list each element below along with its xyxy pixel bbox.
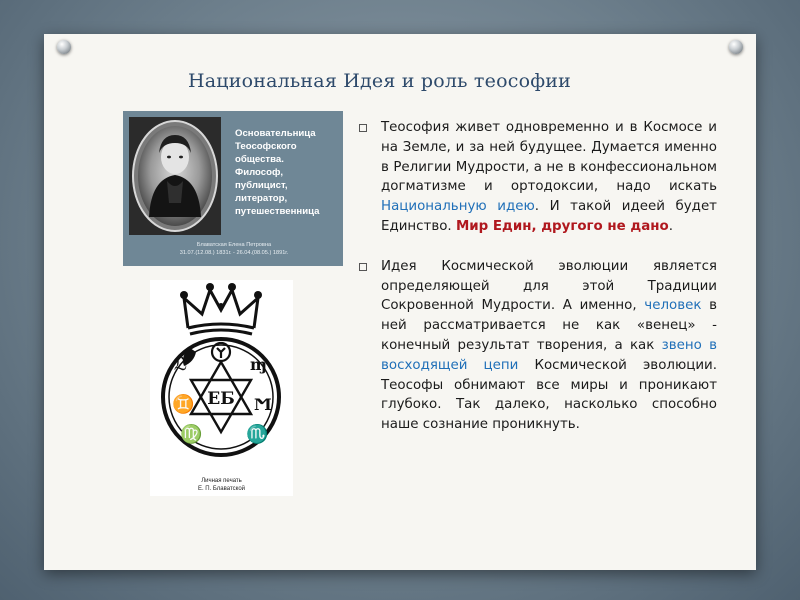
paragraph-1-part: . xyxy=(668,218,673,234)
svg-text:ЕБ: ЕБ xyxy=(207,389,235,409)
seal-label-line: Е. П. Блаватской xyxy=(197,486,246,492)
seal-label-line: Личная печать xyxy=(201,478,242,484)
paragraph-2-part: Космической эволюции. Теософы обнимают все миры и проникают глубоко xyxy=(381,357,717,413)
svg-text:♊: ♊ xyxy=(172,394,195,415)
svg-text:♏: ♏ xyxy=(246,424,269,445)
seal-emblem-icon xyxy=(150,280,293,475)
portrait-dates: 31.07.(12.08.) 1831г. - 26.04.(08.05.) 1891г. xyxy=(179,250,289,256)
square-bullet-icon xyxy=(359,263,367,271)
highlight-world-one: Мир Един, другого не дано xyxy=(455,218,669,234)
highlight-national-idea: Национальную идею xyxy=(381,199,535,215)
highlight-chain-link: звено в восходящей цепи xyxy=(381,337,717,373)
svg-text:Ϻ: Ϻ xyxy=(254,395,272,414)
svg-text:ℒ: ℒ xyxy=(174,354,187,375)
caption-line: Философ, xyxy=(235,167,284,178)
caption-line: публицист, xyxy=(235,180,288,191)
highlight-human: человек xyxy=(644,298,702,314)
paragraph-2-part: . Так далеко, насколько способно наше сознание проникнуть. xyxy=(381,397,717,433)
caption-line: Основательница xyxy=(235,128,316,139)
caption-line: литератор, xyxy=(235,193,288,204)
portrait-photo xyxy=(129,117,221,235)
paragraph-1-part: Думается именно в Религии Мудрости, а не в конфессиональном догматизме и ортодоксии, надо искать xyxy=(381,139,717,195)
paragraph-1-part: . И такой идеей будет Единство. xyxy=(381,199,717,234)
paragraph-2 xyxy=(381,257,717,435)
caption-line: Теософского xyxy=(235,141,297,152)
portrait-caption xyxy=(235,127,339,218)
seal-label xyxy=(150,477,293,493)
portrait-subcaption xyxy=(129,241,339,257)
portrait-name: Блаватская Елена Петровна xyxy=(196,242,272,248)
svg-text:ɱ: ɱ xyxy=(250,355,267,374)
caption-line: путешественница xyxy=(235,206,320,217)
paragraph-1 xyxy=(381,118,717,237)
portrait-image xyxy=(123,111,343,266)
body-text xyxy=(381,118,717,435)
seal-image xyxy=(150,280,293,496)
pushpin-icon xyxy=(729,40,743,54)
square-bullet-icon xyxy=(359,124,367,132)
svg-text:♍: ♍ xyxy=(180,424,203,445)
paragraph-2-part: в ней рассматривается не как «венец» - конечный результат творения, а как xyxy=(381,298,717,353)
pushpin-icon xyxy=(57,40,71,54)
slide-title: Национальная Идея и роль теософии xyxy=(188,70,572,92)
caption-line: общества. xyxy=(235,154,284,165)
paragraph-2-part: Идея Космической эволюции является определяющей для этой Традиции Сокровенной Мудрости. А именно, xyxy=(381,258,717,314)
paragraph-1-part: Теософия живет одновременно и в Космосе и на Земле, и за ней будущее. xyxy=(381,120,717,155)
